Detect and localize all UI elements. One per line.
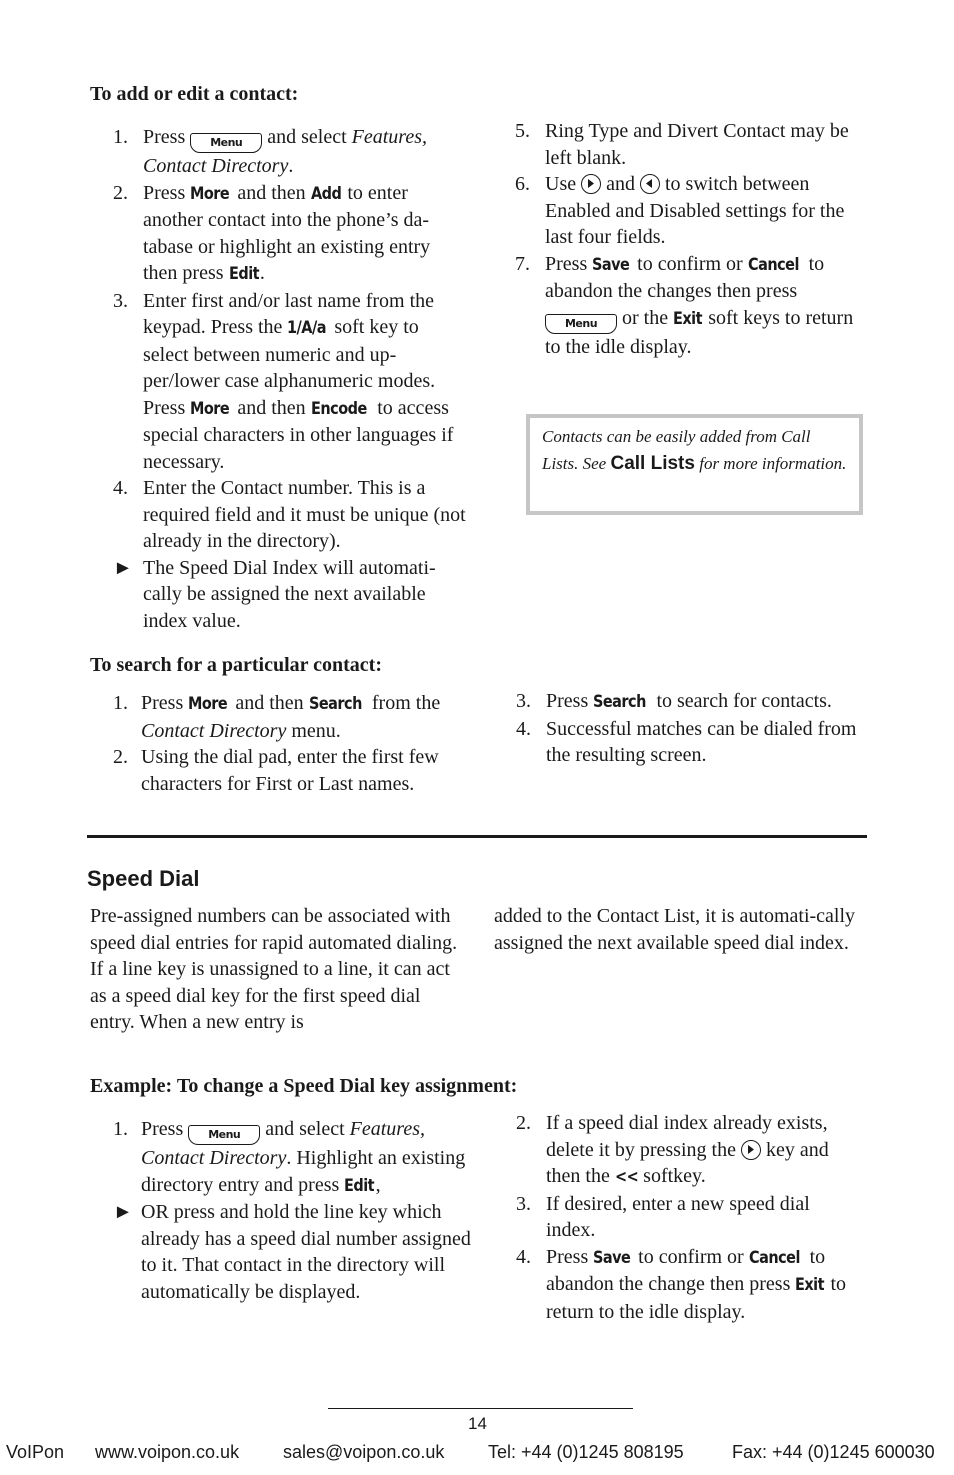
softkey-label: <<	[614, 1167, 639, 1187]
footer-tel: Tel: +44 (0)1245 808195	[488, 1442, 684, 1462]
list-item: 6. Use and to switch between Enabled and Disabled settings for the last four fields.	[515, 173, 845, 248]
list-item: 7. Press Save to confirm or Cancel to abandon the changes then press Menu or the Exit soft keys to return to the idle display.	[515, 252, 854, 358]
footer-email-link[interactable]: sales@voipon.co.uk	[283, 1442, 445, 1462]
note-box: Contacts can be easily added from Call Lists. See Call Lists for more information.	[526, 414, 863, 515]
menu-key-icon: Menu	[190, 133, 262, 153]
list-item: 5. Ring Type and Divert Contact may be left blank.	[515, 120, 849, 169]
softkey-label: Search	[308, 694, 362, 714]
list-item: ► OR press and hold the line key which already has a speed dial number assigned to it. That contact in the directory will automatically be displayed.	[113, 1201, 471, 1303]
softkey-label: Edit	[228, 264, 259, 284]
softkey-label: More	[190, 183, 230, 204]
add-contact-steps-left	[113, 124, 468, 634]
softkey-label: Add	[310, 183, 342, 204]
softkey-label: 1/A/a	[287, 318, 327, 338]
list-item: 1. Press Menu and select Features, Contact Directory. Highlight an existing directory entry and press Edit,	[113, 1116, 471, 1199]
list-item: 4. Press Save to confirm or Cancel to abandon the change then press Exit to return to the idle display.	[516, 1245, 847, 1323]
softkey-label: Save	[593, 1247, 631, 1268]
softkey-label: Exit	[795, 1275, 825, 1295]
call-lists-reference: Call Lists	[610, 452, 695, 474]
softkey-label: Exit	[673, 308, 703, 329]
menu-key-icon: Menu	[188, 1125, 260, 1145]
list-item: 4. Enter the Contact number. This is a required field and it must be unique (not already in the directory).	[113, 477, 466, 552]
softkey-label: Cancel	[747, 254, 799, 275]
page-number: 14	[468, 1414, 487, 1433]
nav-right-icon	[741, 1140, 761, 1160]
bullet-arrow-icon: ►	[113, 556, 133, 579]
list-item: 1. Press More and then Search from the Contact Directory menu.	[113, 692, 441, 742]
speed-dial-paragraph-left: Pre-assigned numbers can be associated with speed dial entries for rapid automated dialing. If a line key is unassigned to a line, it can act as a speed dial key for the first speed dial entry. When a new entry is	[90, 905, 458, 1033]
nav-left-icon	[640, 174, 660, 194]
softkey-label: Save	[592, 254, 630, 275]
menu-key-icon: Menu	[545, 314, 617, 334]
softkey-label: More	[188, 694, 228, 714]
bullet-arrow-icon: ►	[113, 1201, 133, 1223]
speed-dial-title: Speed Dial	[87, 866, 200, 891]
speed-dial-steps-left	[113, 1116, 471, 1305]
search-contact-heading: To search for a particular contact:	[90, 654, 383, 676]
add-contact-heading: To add or edit a contact:	[90, 83, 299, 105]
list-item: ► The Speed Dial Index will automati-cally be assigned the next available index value.	[113, 556, 436, 632]
list-item: 3. Enter first and/or last name from the keypad. Press the 1/A/a soft key to select between numeric and up-per/lower case alphanumeric modes. Press More and then Encode to access special characters in other languages if necessary.	[113, 289, 454, 473]
list-item: 1. Press Menu and select Features, Contact Directory.	[113, 126, 427, 177]
list-item: 4. Successful matches can be dialed from the resulting screen.	[516, 717, 857, 766]
list-item: 2. Press More and then Add to enter another contact into the phone’s da-tabase or highlight an existing entry then press Edit.	[113, 180, 468, 288]
speed-dial-example-heading: Example: To change a Speed Dial key assignment:	[90, 1075, 518, 1097]
softkey-label: Encode	[310, 398, 367, 419]
softkey-label: Edit	[344, 1175, 375, 1196]
softkey-label: Cancel	[748, 1247, 800, 1268]
list-item: 3. If desired, enter a new speed dial index.	[516, 1192, 810, 1241]
footer-fax: Fax: +44 (0)1245 600030	[732, 1442, 935, 1462]
softkey-label: Search	[593, 692, 647, 712]
list-item: 2. If a speed dial index already exists, delete it by pressing the key and then the << softkey.	[516, 1110, 861, 1191]
search-steps-left	[113, 690, 471, 797]
add-contact-steps-right	[515, 118, 860, 360]
speed-dial-paragraph-right: added to the Contact List, it is automati-cally assigned the next available speed dial index.	[494, 905, 856, 954]
list-item: 2. Using the dial pad, enter the first few characters for First or Last names.	[113, 746, 439, 795]
footer-company: VoIPon	[6, 1442, 65, 1462]
nav-right-icon	[581, 174, 601, 194]
section-divider	[87, 835, 867, 838]
speed-dial-steps-right	[516, 1110, 861, 1325]
softkey-label: More	[190, 398, 230, 419]
search-steps-right	[516, 688, 861, 769]
footer-website-link[interactable]: www.voipon.co.uk	[95, 1442, 240, 1462]
page-number-rule	[328, 1408, 633, 1409]
list-item: 3. Press Search to search for contacts.	[516, 688, 861, 716]
